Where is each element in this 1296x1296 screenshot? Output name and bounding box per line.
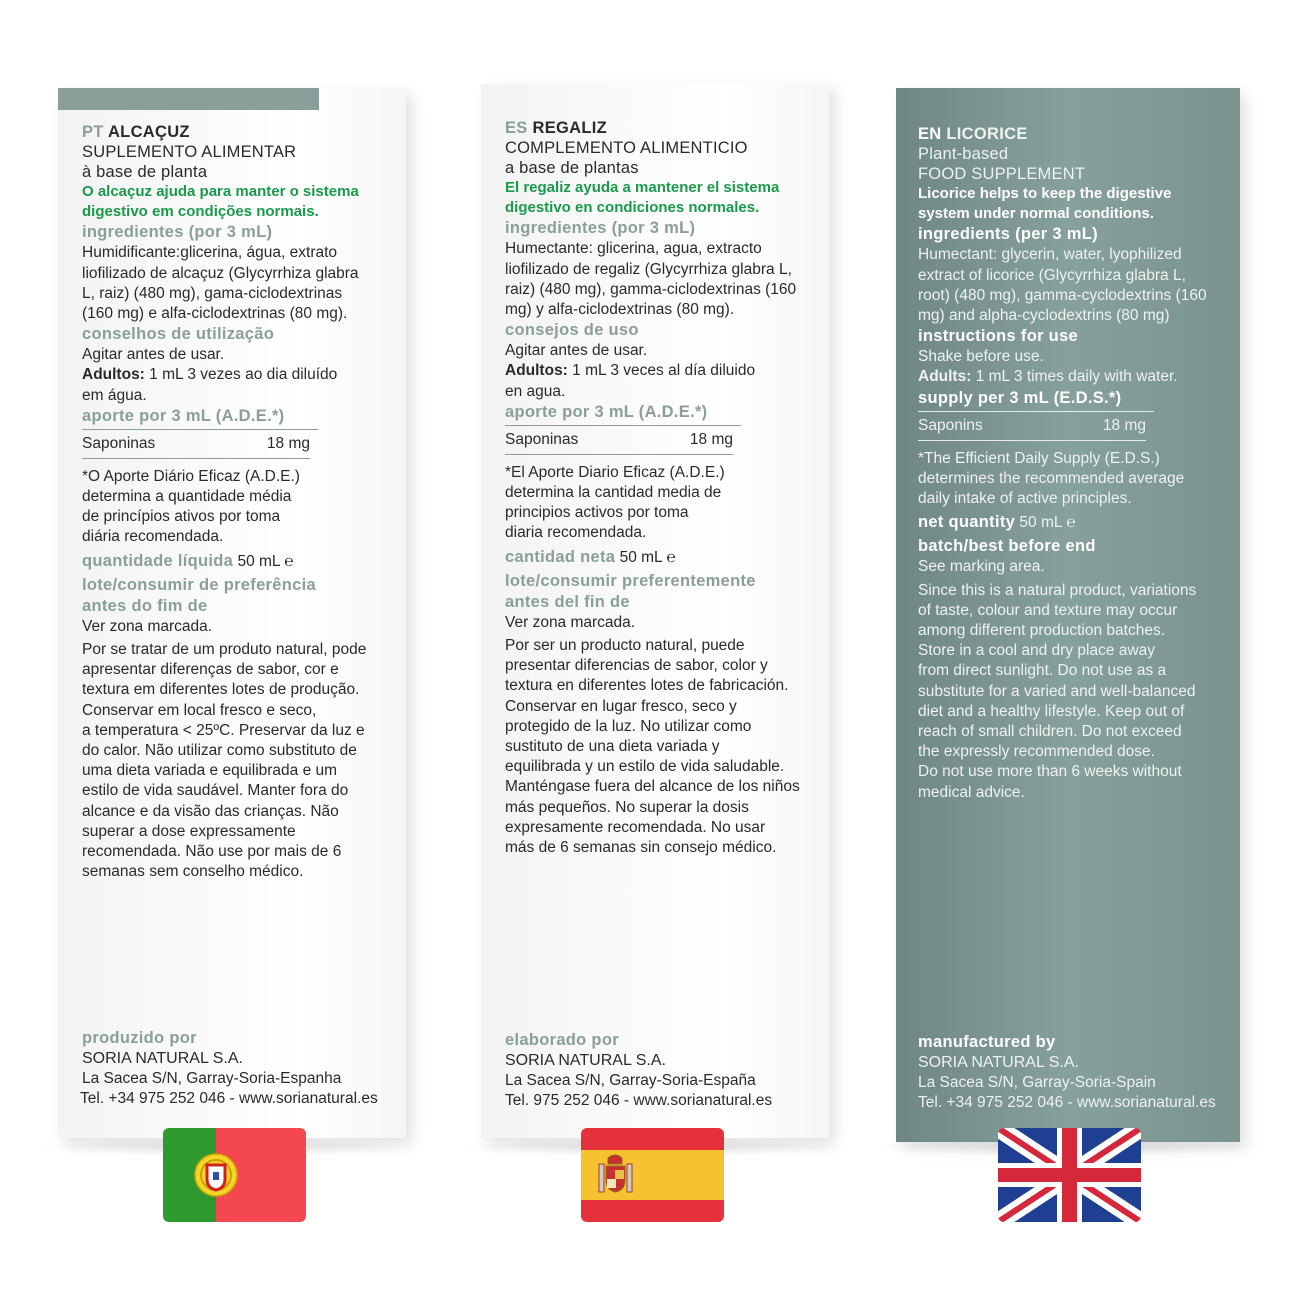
nutrient-table-row: Saponins 18 mg [918,412,1146,441]
product-heading: EN LICORICE [918,125,1028,143]
usage-adults: Adultos: 1 mL 3 veces al día diluido [505,362,756,380]
warning-line: expresamente recomendada. No usar [505,818,766,836]
manufacturer-address: La Sacea S/N, Garray-Soria-Espanha [82,1070,342,1088]
product-subtype: à base de planta [82,163,208,181]
ingredients-line: root) (480 mg), gamma-cyclodextrins (160 [918,286,1207,304]
warning-line: Por se tratar de um produto natural, pode [82,641,367,659]
net-quantity: quantidade líquida 50 mL ℮ [82,551,294,570]
batch-text: See marking area. [918,558,1045,576]
manufacturer-contact: Tel. 975 252 046 - www.sorianatural.es [505,1092,773,1110]
supply-title: aporte por 3 mL (A.D.E.*) [505,402,708,421]
warning-line: uma dieta variada e equilibrada e um [82,762,338,780]
ingredients-line: extract of licorice (Glycyrrhiza glabra L, [918,266,1186,284]
warning-line: of taste, colour and texture may occur [918,601,1178,619]
ingredients-line: mg) and alpha-cyclodextrins (80 mg) [918,307,1170,325]
product-type: SUPLEMENTO ALIMENTAR [82,143,297,161]
ingredients-title: ingredientes (por 3 mL) [505,219,696,238]
warning-line: among different production batches. [918,622,1166,640]
warning-line: substitute for a varied and well-balanced [918,682,1196,700]
supply-title: supply per 3 mL (E.D.S.*) [918,388,1122,407]
warning-line: presentar diferencias de sabor, color y [505,657,768,675]
warning-line: diet and a healthy lifestyle. Keep out of [918,702,1185,720]
warning-line: textura en diferentes lotes de fabricación. [505,677,789,695]
usage-title: conselhos de utilização [82,325,275,344]
usage-line: Shake before use. [918,348,1044,366]
warning-line: reach of small children. Do not exceed [918,723,1182,741]
usage-adults: Adultos: 1 mL 3 vezes ao dia diluído [82,366,338,384]
manufacturer-name: SORIA NATURAL S.A. [82,1050,243,1067]
batch-title: batch/best before end [918,537,1096,556]
warning-line: from direct sunlight. Do not use as a [918,662,1167,680]
manufacturer-address: La Sacea S/N, Garray-Soria-España [505,1072,756,1090]
ingredients-line: liofilizado de alcaçuz (Glycyrrhiza glabra [82,264,359,282]
footnote-line: determines the recommended average [918,469,1185,487]
footnote-line: *The Efficient Daily Supply (E.D.S.) [918,449,1160,467]
footnote-line: determina a quantidade média [82,488,292,506]
warning-line: Since this is a natural product, variations [918,581,1197,599]
label-panel-pt [58,88,406,1138]
warning-line: textura em diferentes lotes de produção. [82,681,360,699]
manufacturer-title: produzido por [82,1029,197,1047]
footnote-line: *El Aporte Diario Eficaz (A.D.E.) [505,463,725,481]
portugal-flag-icon [163,1128,306,1222]
spain-flag-icon [581,1128,724,1222]
health-claim-line: O alcaçuz ajuda para manter o sistema [82,183,359,200]
usage-title: consejos de uso [505,321,639,340]
warning-line: sustituto de una dieta variada y [505,738,720,756]
product-heading: ES REGALIZ [505,119,608,137]
ingredients-line: (160 mg) e alfa-ciclodextrinas (80 mg). [82,305,348,323]
warning-line: más de 6 semanas sin consejo médico. [505,839,777,857]
manufacturer-block [918,1032,1216,1114]
warning-line: Conservar em local fresco e seco, [82,701,317,719]
health-claim-line: system under normal conditions. [918,205,1154,223]
ingredients-line: L, raiz) (480 mg), gama-ciclodextrinas [82,284,343,302]
warning-line: semanas sem conselho médico. [82,863,304,881]
warning-line: the expressly recommended dose. [918,743,1155,761]
footnote-line: *O Aporte Diário Eficaz (A.D.E.) [82,467,300,485]
batch-text: Ver zona marcada. [82,617,213,635]
ingredients-title: ingredients (per 3 mL) [918,225,1098,244]
manufacturer-contact: Tel. +34 975 252 046 - www.sorianatural.es [918,1094,1216,1112]
warning-line: superar a dose expressamente [82,822,296,840]
ingredients-line: Humectant: glycerin, water, lyophilized [918,246,1182,264]
net-quantity: net quantity 50 mL ℮ [918,513,1076,532]
nutrient-table-row: Saponinas 18 mg [82,430,310,459]
warning-line: apresentar diferenças de sabor, cor e [82,661,339,679]
manufacturer-block [505,1030,772,1112]
warning-line: medical advice. [918,783,1025,801]
batch-title: antes do fim de [82,596,208,615]
footnote-line: principios activos por toma [505,504,689,522]
panel-top-bar [58,88,319,110]
manufacturer-title: manufactured by [918,1033,1056,1051]
uk-flag-icon [998,1128,1141,1222]
batch-text: Ver zona marcada. [505,613,636,631]
usage-adults: Adults: 1 mL 3 times daily with water. [918,368,1178,386]
usage-line: em água. [82,386,147,404]
ingredients-line: raiz) (480 mg), gamma-ciclodextrinas (160 [505,280,797,298]
batch-title: antes del fin de [505,592,630,611]
footnote-line: daily intake of active principles. [918,490,1132,508]
manufacturer-name: SORIA NATURAL S.A. [918,1054,1079,1071]
ingredients-title: ingredientes (por 3 mL) [82,223,273,242]
ingredients-line: mg) y alfa-ciclodextrinas (80 mg). [505,301,735,319]
warning-line: estilo de vida saudável. Manter fora do [82,782,349,800]
nutrient-table-row: Saponinas 18 mg [505,426,733,455]
warning-line: Store in a cool and dry place away [918,642,1155,660]
supply-title: aporte por 3 mL (A.D.E.*) [82,406,285,425]
net-quantity: cantidad neta 50 mL ℮ [505,547,676,566]
product-type: COMPLEMENTO ALIMENTICIO [505,139,748,157]
footnote-line: determina la cantidad media de [505,484,722,502]
footnote-line: diária recomendada. [82,528,224,546]
warning-line: Do not use more than 6 weeks without [918,763,1182,781]
label-panel-es [481,84,829,1138]
usage-line: en agua. [505,382,566,400]
batch-title: lote/consumir de preferência [82,575,316,594]
ingredients-line: Humectante: glicerina, agua, extracto [505,240,762,258]
warning-line: a temperatura < 25ºC. Preservar da luz e [82,721,365,739]
usage-line: Agitar antes de usar. [82,346,225,364]
health-claim-line: Licorice helps to keep the digestive [918,185,1172,202]
health-claim-line: digestivo en condiciones normales. [505,199,760,217]
warning-line: Por ser un producto natural, puede [505,637,745,655]
manufacturer-title: elaborado por [505,1031,619,1049]
manufacturer-contact: Tel. +34 975 252 046 - www.sorianatural.es [80,1090,378,1108]
warning-line: Conservar en lugar fresco, seco y [505,697,737,715]
health-claim-line: El regaliz ayuda a mantener el sistema [505,179,780,196]
warning-line: equilibrada y un estilo de vida saludable. [505,758,785,776]
footnote-line: diaria recomendada. [505,524,647,542]
usage-line: Agitar antes de usar. [505,342,648,360]
warning-line: alcance e da visão das crianças. Não [82,802,339,820]
warning-line: Manténgase fuera del alcance de los niños [505,778,800,796]
footnote-line: de princípios ativos por toma [82,508,281,526]
product-subtype: FOOD SUPPLEMENT [918,165,1086,183]
ingredients-line: Humidificante:glicerina, água, extrato [82,244,338,262]
manufacturer-name: SORIA NATURAL S.A. [505,1052,666,1069]
warning-line: recomendada. Não use por mais de 6 [82,843,342,861]
health-claim-line: digestivo em condições normais. [82,203,319,221]
product-heading: PT ALCAÇUZ [82,123,190,141]
label-panel-en [896,88,1240,1142]
batch-title: lote/consumir preferentemente [505,571,756,590]
manufacturer-block [82,1028,378,1110]
manufacturer-address: La Sacea S/N, Garray-Soria-Spain [918,1074,1156,1092]
product-type: Plant-based [918,145,1009,163]
ingredients-line: liofilizado de regaliz (Glycyrrhiza glabra L, [505,260,792,278]
usage-title: instructions for use [918,327,1079,346]
product-subtype: a base de plantas [505,159,639,177]
warning-line: do calor. Não utilizar como substituto de [82,742,357,760]
warning-line: protegido de la luz. No utilizar como [505,717,752,735]
warning-line: más pequeños. No superar la dosis [505,798,749,816]
